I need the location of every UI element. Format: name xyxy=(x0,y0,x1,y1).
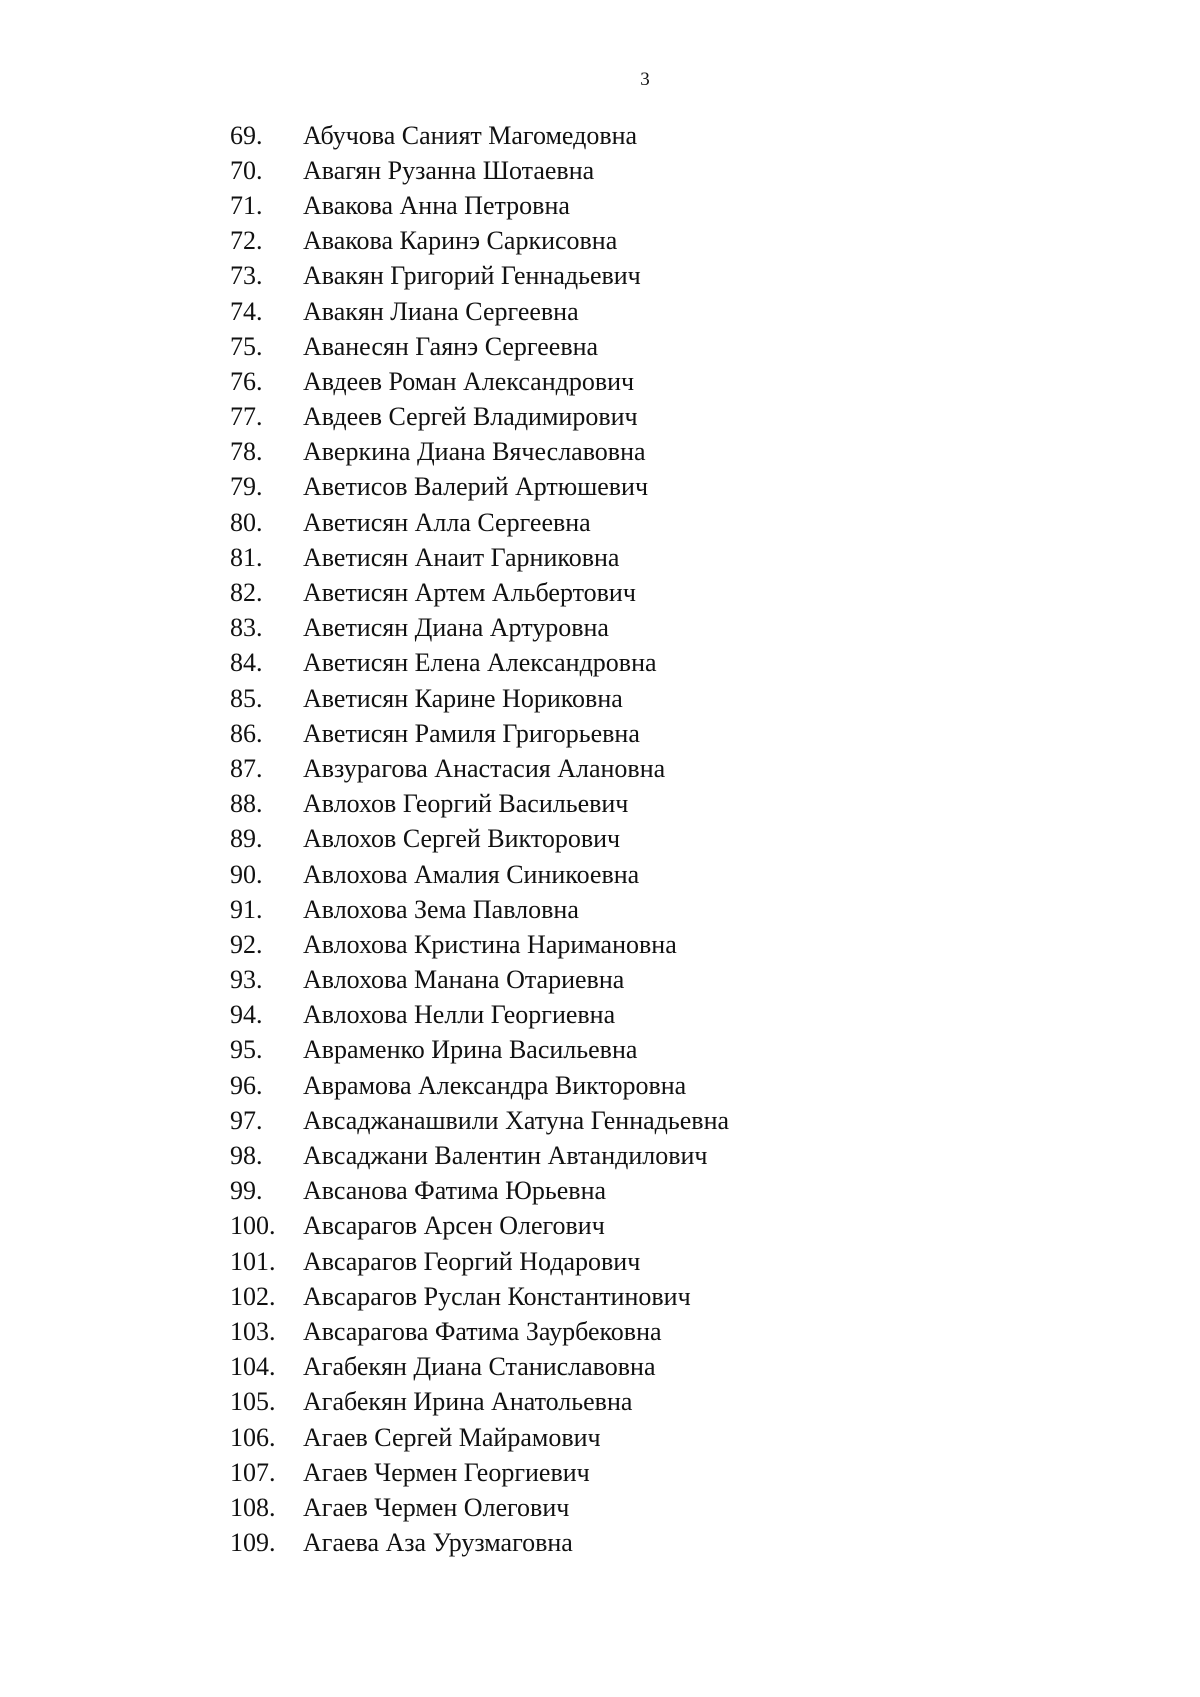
list-item xyxy=(230,1526,729,1561)
list-item xyxy=(230,224,729,259)
list-item-number: 101. xyxy=(230,1246,276,1276)
list-item xyxy=(230,646,729,681)
list-item-name: Агабекян Ирина Анатольевна xyxy=(303,1387,633,1417)
list-item-name: Аветисян Рамиля Григорьевна xyxy=(303,718,640,748)
list-item-name: Аветисян Артем Альбертович xyxy=(303,578,636,608)
list-item-name: Авраменко Ирина Васильевна xyxy=(303,1035,638,1065)
list-item xyxy=(230,1314,729,1349)
list-item-number: 103. xyxy=(230,1316,276,1346)
list-item-number: 88. xyxy=(230,789,263,819)
list-item xyxy=(230,1490,729,1525)
list-item-name: Авсаджанашвили Хатуна Геннадьевна xyxy=(303,1105,730,1135)
list-item-number: 97. xyxy=(230,1105,263,1135)
list-item xyxy=(230,400,729,435)
page-number: 3 xyxy=(640,69,650,90)
list-item-number: 76. xyxy=(230,366,263,396)
list-item-name: Аветисян Диана Артуровна xyxy=(303,613,609,643)
list-item-number: 78. xyxy=(230,437,263,467)
list-item-name: Авакова Анна Петровна xyxy=(303,190,570,220)
list-item-name: Авакян Григорий Геннадьевич xyxy=(303,261,641,291)
list-item-number: 96. xyxy=(230,1070,263,1100)
list-item-name: Авлохова Нелли Георгиевна xyxy=(303,1000,616,1030)
list-item xyxy=(230,470,729,505)
list-item-number: 71. xyxy=(230,190,263,220)
list-item xyxy=(230,1209,729,1244)
list-item xyxy=(230,1138,729,1173)
list-item xyxy=(230,716,729,751)
list-item-name: Авлохова Кристина Наримановна xyxy=(303,929,677,959)
list-item-number: 86. xyxy=(230,718,263,748)
list-item-name: Авсарагов Георгий Нодарович xyxy=(303,1246,641,1276)
list-item xyxy=(230,329,729,364)
list-item-name: Агабекян Диана Станиславовна xyxy=(303,1352,656,1382)
list-item-number: 91. xyxy=(230,894,263,924)
list-item xyxy=(230,259,729,294)
list-item xyxy=(230,1350,729,1385)
list-item xyxy=(230,118,729,153)
list-item-number: 90. xyxy=(230,859,263,889)
list-item xyxy=(230,1420,729,1455)
list-item-name: Авлохова Амалия Синикоевна xyxy=(303,859,640,889)
list-item-number: 70. xyxy=(230,155,263,185)
list-item-name: Авсанова Фатима Юрьевна xyxy=(303,1176,607,1206)
list-item-name: Авагян Рузанна Шотаевна xyxy=(303,155,595,185)
list-item xyxy=(230,540,729,575)
list-item-number: 92. xyxy=(230,929,263,959)
list-item-name: Авакян Лиана Сергеевна xyxy=(303,296,579,326)
list-item-number: 80. xyxy=(230,507,263,537)
list-item-number: 82. xyxy=(230,578,263,608)
list-item-name: Авсарагова Фатима Заурбековна xyxy=(303,1316,662,1346)
name-list xyxy=(230,118,729,1561)
list-item-name: Авлохов Сергей Викторович xyxy=(303,824,621,854)
list-item-number: 98. xyxy=(230,1141,263,1171)
list-item xyxy=(230,927,729,962)
list-item xyxy=(230,294,729,329)
list-item-name: Авлохова Зема Павловна xyxy=(303,894,579,924)
list-item-name: Абучова Саният Магомедовна xyxy=(303,120,638,150)
list-item-name: Аврамова Александра Викторовна xyxy=(303,1070,687,1100)
list-item xyxy=(230,611,729,646)
list-item-name: Авсаджани Валентин Автандилович xyxy=(303,1141,708,1171)
list-item-name: Авзурагова Анастасия Алановна xyxy=(303,753,666,783)
list-item xyxy=(230,1279,729,1314)
list-item-number: 100. xyxy=(230,1211,276,1241)
list-item xyxy=(230,1103,729,1138)
list-item-number: 83. xyxy=(230,613,263,643)
list-item-number: 69. xyxy=(230,120,263,150)
list-item-name: Авдеев Роман Александрович xyxy=(303,366,635,396)
list-item-name: Авлохов Георгий Васильевич xyxy=(303,789,629,819)
list-item xyxy=(230,364,729,399)
list-item-name: Авсарагов Руслан Константинович xyxy=(303,1281,691,1311)
list-item-name: Аветисов Валерий Артюшевич xyxy=(303,472,649,502)
list-item xyxy=(230,153,729,188)
list-item-name: Авдеев Сергей Владимирович xyxy=(303,402,638,432)
list-item-number: 106. xyxy=(230,1422,276,1452)
list-item xyxy=(230,435,729,470)
list-item xyxy=(230,1068,729,1103)
list-item xyxy=(230,857,729,892)
list-item xyxy=(230,575,729,610)
list-item xyxy=(230,998,729,1033)
list-item-name: Авсарагов Арсен Олегович xyxy=(303,1211,605,1241)
list-item-number: 108. xyxy=(230,1492,276,1522)
list-item-number: 102. xyxy=(230,1281,276,1311)
list-item-number: 109. xyxy=(230,1528,276,1558)
list-item-name: Агаев Сергей Майрамович xyxy=(303,1422,601,1452)
list-item-name: Агаева Аза Урузмаговна xyxy=(303,1528,573,1558)
list-item-number: 84. xyxy=(230,648,263,678)
list-item xyxy=(230,1174,729,1209)
list-item-number: 85. xyxy=(230,683,263,713)
list-item xyxy=(230,751,729,786)
list-item xyxy=(230,505,729,540)
list-item-name: Аветисян Алла Сергеевна xyxy=(303,507,591,537)
list-item-number: 104. xyxy=(230,1352,276,1382)
list-item-name: Аветисян Карине Нориковна xyxy=(303,683,623,713)
list-item xyxy=(230,681,729,716)
list-item xyxy=(230,1385,729,1420)
list-item xyxy=(230,1244,729,1279)
list-item xyxy=(230,1455,729,1490)
list-item-number: 74. xyxy=(230,296,263,326)
list-item-name: Аванесян Гаянэ Сергеевна xyxy=(303,331,599,361)
list-item-name: Аветисян Елена Александровна xyxy=(303,648,657,678)
list-item-number: 79. xyxy=(230,472,263,502)
list-item-number: 105. xyxy=(230,1387,276,1417)
list-item-number: 72. xyxy=(230,226,263,256)
list-item-number: 99. xyxy=(230,1176,263,1206)
list-item-name: Аветисян Анаит Гарниковна xyxy=(303,542,620,572)
list-item-name: Авлохова Манана Отариевна xyxy=(303,965,625,995)
list-item-number: 89. xyxy=(230,824,263,854)
list-item-number: 87. xyxy=(230,753,263,783)
list-item-name: Аверкина Диана Вячеславовна xyxy=(303,437,646,467)
list-item-number: 81. xyxy=(230,542,263,572)
list-item xyxy=(230,892,729,927)
list-item-name: Авакова Каринэ Саркисовна xyxy=(303,226,618,256)
list-item-number: 77. xyxy=(230,402,263,432)
list-item xyxy=(230,1033,729,1068)
list-item-number: 73. xyxy=(230,261,263,291)
list-item-number: 95. xyxy=(230,1035,263,1065)
list-item-number: 75. xyxy=(230,331,263,361)
list-item xyxy=(230,963,729,998)
list-item xyxy=(230,188,729,223)
list-item-number: 94. xyxy=(230,1000,263,1030)
list-item-name: Агаев Чермен Георгиевич xyxy=(303,1457,590,1487)
list-item xyxy=(230,822,729,857)
list-item xyxy=(230,787,729,822)
list-item-name: Агаев Чермен Олегович xyxy=(303,1492,570,1522)
list-item-number: 107. xyxy=(230,1457,276,1487)
list-item-number: 93. xyxy=(230,965,263,995)
